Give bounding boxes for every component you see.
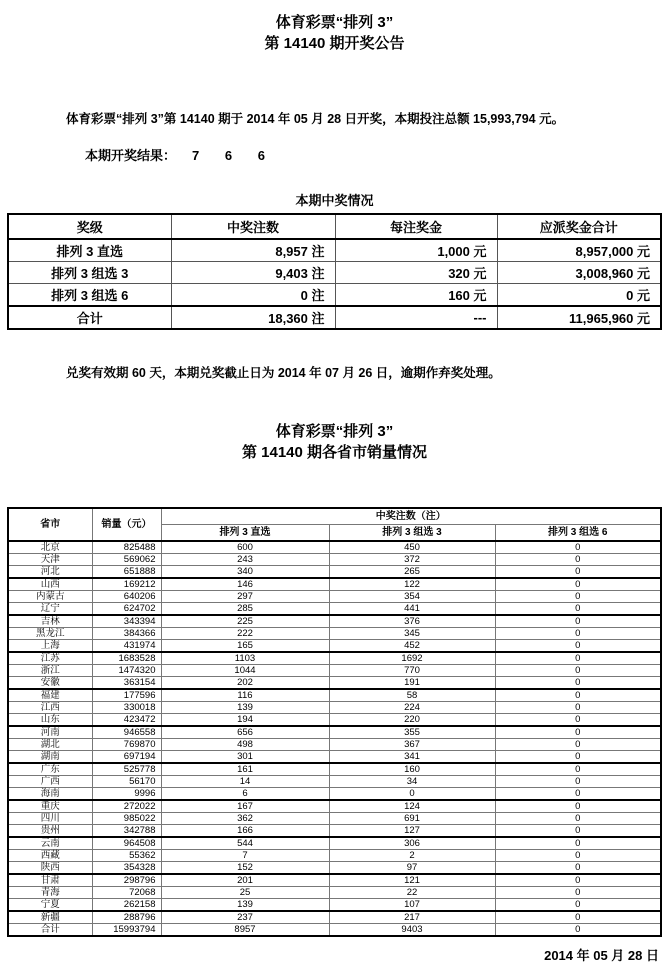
zuxuan3-count-cell: 122	[329, 578, 495, 591]
prize-per-bet-cell: 320 元	[335, 262, 497, 284]
zuxuan3-count-cell: 355	[329, 726, 495, 739]
sales-amount-cell: 640206	[92, 591, 161, 603]
zhixuan-count-cell: 139	[161, 899, 329, 912]
prize-level-cell: 排列 3 直选	[8, 239, 171, 262]
sales-amount-cell: 342788	[92, 825, 161, 838]
zuxuan6-count-cell: 0	[495, 615, 661, 628]
prize-level-cell: 排列 3 组选 3	[8, 262, 171, 284]
prize-bets-cell: 9,403 注	[171, 262, 335, 284]
prize-table	[7, 213, 662, 330]
zuxuan6-count-cell: 0	[495, 578, 661, 591]
zuxuan6-count-cell: 0	[495, 763, 661, 776]
sales-amount-cell: 354328	[92, 862, 161, 875]
sales-table-row	[8, 776, 661, 788]
zuxuan3-count-cell: 1692	[329, 652, 495, 665]
zhixuan-count-cell: 139	[161, 702, 329, 714]
sales-amount-cell: 525778	[92, 763, 161, 776]
draw-result-label: 本期开奖结果：	[85, 148, 177, 163]
zuxuan6-count-cell: 0	[495, 541, 661, 554]
zhixuan-count-cell: 161	[161, 763, 329, 776]
province-cell: 北京	[8, 541, 92, 554]
sales-title-line1: 体育彩票“排列 3”	[275, 423, 394, 440]
prize-bets-cell: 0 注	[171, 284, 335, 307]
prize-per-bet-cell: 1,000 元	[335, 239, 497, 262]
sales-amount-cell: 298796	[92, 874, 161, 887]
zhixuan-count-cell: 194	[161, 714, 329, 727]
sales-amount-cell: 330018	[92, 702, 161, 714]
sales-table-row	[8, 714, 661, 727]
prize-table-row	[8, 284, 661, 307]
zuxuan3-count-cell: 58	[329, 689, 495, 702]
sales-table-row	[8, 763, 661, 776]
zhixuan-count-cell: 243	[161, 554, 329, 566]
zuxuan3-count-cell: 376	[329, 615, 495, 628]
sales-amount-cell: 9996	[92, 788, 161, 801]
sales-table-row	[8, 640, 661, 653]
zuxuan3-count-cell: 224	[329, 702, 495, 714]
province-cell: 浙江	[8, 665, 92, 677]
sales-col-sales: 销量（元）	[92, 508, 161, 541]
sales-table-row	[8, 702, 661, 714]
province-cell: 贵州	[8, 825, 92, 838]
zuxuan3-count-cell: 770	[329, 665, 495, 677]
zuxuan3-count-cell: 2	[329, 850, 495, 862]
province-cell: 青海	[8, 887, 92, 899]
sales-amount-cell: 651888	[92, 566, 161, 579]
zuxuan3-count-cell: 121	[329, 874, 495, 887]
zuxuan6-count-cell: 0	[495, 825, 661, 838]
province-cell: 吉林	[8, 615, 92, 628]
zuxuan6-count-cell: 0	[495, 603, 661, 616]
sales-col-province: 省市	[8, 508, 92, 541]
zuxuan6-count-cell: 0	[495, 924, 661, 937]
sales-amount-cell: 964508	[92, 837, 161, 850]
province-cell: 安徽	[8, 677, 92, 690]
province-cell: 内蒙古	[8, 591, 92, 603]
sales-amount-cell: 288796	[92, 911, 161, 924]
zuxuan6-count-cell: 0	[495, 887, 661, 899]
province-cell: 甘肃	[8, 874, 92, 887]
zuxuan3-count-cell: 367	[329, 739, 495, 751]
sales-amount-cell: 423472	[92, 714, 161, 727]
sales-amount-cell: 769870	[92, 739, 161, 751]
zuxuan6-count-cell: 0	[495, 813, 661, 825]
zuxuan6-count-cell: 0	[495, 677, 661, 690]
zuxuan3-count-cell: 450	[329, 541, 495, 554]
zuxuan3-count-cell: 160	[329, 763, 495, 776]
province-cell: 山东	[8, 714, 92, 727]
prize-table-row	[8, 239, 661, 262]
sales-table-row	[8, 603, 661, 616]
zuxuan6-count-cell: 0	[495, 862, 661, 875]
prize-level-cell: 合计	[8, 306, 171, 329]
province-cell: 天津	[8, 554, 92, 566]
sales-section-title	[0, 421, 669, 463]
sales-table-row	[8, 591, 661, 603]
zhixuan-count-cell: 297	[161, 591, 329, 603]
sales-table-row	[8, 726, 661, 739]
sales-table-row	[8, 800, 661, 813]
zuxuan6-count-cell: 0	[495, 837, 661, 850]
zuxuan6-count-cell: 0	[495, 554, 661, 566]
zuxuan3-count-cell: 34	[329, 776, 495, 788]
zuxuan6-count-cell: 0	[495, 874, 661, 887]
zhixuan-count-cell: 301	[161, 751, 329, 764]
draw-summary-text: 体育彩票“排列 3”第 14140 期于 2014 年 05 月 28 日开奖，本期投注总额 15,993,794 元。	[66, 112, 565, 126]
sales-subcol-zuxuan6: 排列 3 组选 6	[495, 525, 661, 542]
prize-total-cell: 11,965,960 元	[497, 306, 661, 329]
sales-amount-cell: 15993794	[92, 924, 161, 937]
sales-table-row	[8, 924, 661, 937]
sales-table-row	[8, 739, 661, 751]
sales-table-row	[8, 751, 661, 764]
zhixuan-count-cell: 167	[161, 800, 329, 813]
province-cell: 宁夏	[8, 899, 92, 912]
sales-amount-cell: 697194	[92, 751, 161, 764]
province-cell: 福建	[8, 689, 92, 702]
sales-amount-cell: 985022	[92, 813, 161, 825]
zuxuan6-count-cell: 0	[495, 591, 661, 603]
zhixuan-count-cell: 152	[161, 862, 329, 875]
zuxuan6-count-cell: 0	[495, 628, 661, 640]
zuxuan6-count-cell: 0	[495, 899, 661, 912]
province-cell: 河北	[8, 566, 92, 579]
zuxuan6-count-cell: 0	[495, 566, 661, 579]
province-cell: 海南	[8, 788, 92, 801]
province-cell: 湖北	[8, 739, 92, 751]
zhixuan-count-cell: 285	[161, 603, 329, 616]
province-cell: 四川	[8, 813, 92, 825]
sales-table-row	[8, 652, 661, 665]
province-cell: 云南	[8, 837, 92, 850]
zuxuan3-count-cell: 441	[329, 603, 495, 616]
sales-amount-cell: 262158	[92, 899, 161, 912]
zhixuan-count-cell: 166	[161, 825, 329, 838]
sales-subcol-zuxuan3: 排列 3 组选 3	[329, 525, 495, 542]
zuxuan3-count-cell: 124	[329, 800, 495, 813]
zuxuan6-count-cell: 0	[495, 702, 661, 714]
province-cell: 河南	[8, 726, 92, 739]
zhixuan-count-cell: 8957	[161, 924, 329, 937]
sales-col-winning-group: 中奖注数（注）	[161, 508, 661, 525]
province-cell: 湖南	[8, 751, 92, 764]
sales-amount-cell: 946558	[92, 726, 161, 739]
zuxuan6-count-cell: 0	[495, 751, 661, 764]
zuxuan6-count-cell: 0	[495, 800, 661, 813]
zhixuan-count-cell: 656	[161, 726, 329, 739]
sales-table-row	[8, 628, 661, 640]
zhixuan-count-cell: 116	[161, 689, 329, 702]
sales-amount-cell: 55362	[92, 850, 161, 862]
sales-table-row	[8, 837, 661, 850]
zuxuan6-count-cell: 0	[495, 726, 661, 739]
prize-table-row	[8, 306, 661, 329]
zuxuan3-count-cell: 9403	[329, 924, 495, 937]
zuxuan3-count-cell: 22	[329, 887, 495, 899]
zuxuan6-count-cell: 0	[495, 850, 661, 862]
sales-table-row	[8, 788, 661, 801]
sales-amount-cell: 1683528	[92, 652, 161, 665]
sales-table-row	[8, 689, 661, 702]
draw-result-line	[85, 145, 669, 164]
zuxuan3-count-cell: 265	[329, 566, 495, 579]
prize-col-level: 奖级	[8, 214, 171, 239]
sales-table-row	[8, 813, 661, 825]
prize-per-bet-cell: 160 元	[335, 284, 497, 307]
sales-table-row	[8, 911, 661, 924]
zhixuan-count-cell: 362	[161, 813, 329, 825]
zuxuan3-count-cell: 306	[329, 837, 495, 850]
zhixuan-count-cell: 165	[161, 640, 329, 653]
sales-amount-cell: 825488	[92, 541, 161, 554]
zhixuan-count-cell: 544	[161, 837, 329, 850]
sales-amount-cell: 569062	[92, 554, 161, 566]
province-cell: 江西	[8, 702, 92, 714]
zhixuan-count-cell: 25	[161, 887, 329, 899]
sales-table-row	[8, 825, 661, 838]
sales-amount-cell: 56170	[92, 776, 161, 788]
prize-table-row	[8, 262, 661, 284]
zuxuan3-count-cell: 0	[329, 788, 495, 801]
zhixuan-count-cell: 146	[161, 578, 329, 591]
province-cell: 西藏	[8, 850, 92, 862]
sales-table-row	[8, 677, 661, 690]
zuxuan6-count-cell: 0	[495, 714, 661, 727]
zuxuan6-count-cell: 0	[495, 689, 661, 702]
sales-header-row-1	[8, 508, 661, 525]
zhixuan-count-cell: 225	[161, 615, 329, 628]
zuxuan6-count-cell: 0	[495, 788, 661, 801]
winning-numbers: 7 6 6	[192, 148, 276, 163]
sales-table-row	[8, 850, 661, 862]
prize-per-bet-cell: ---	[335, 306, 497, 329]
zuxuan6-count-cell: 0	[495, 665, 661, 677]
zhixuan-count-cell: 7	[161, 850, 329, 862]
zuxuan3-count-cell: 97	[329, 862, 495, 875]
province-cell: 广东	[8, 763, 92, 776]
sales-title-line2: 第 14140 期各省市销量情况	[241, 444, 428, 461]
province-cell: 合计	[8, 924, 92, 937]
zhixuan-count-cell: 222	[161, 628, 329, 640]
province-cell: 重庆	[8, 800, 92, 813]
page-title	[0, 0, 669, 54]
prize-table-header-row	[8, 214, 661, 239]
sales-amount-cell: 384366	[92, 628, 161, 640]
prize-table-title: 本期中奖情况	[295, 193, 374, 208]
prize-col-per-bet: 每注奖金	[335, 214, 497, 239]
redemption-notice-text: 兑奖有效期 60 天，本期兑奖截止日为 2014 年 07 月 26 日，逾期作弃奖处理。	[66, 366, 501, 380]
sales-amount-cell: 72068	[92, 887, 161, 899]
zuxuan3-count-cell: 107	[329, 899, 495, 912]
zuxuan3-count-cell: 191	[329, 677, 495, 690]
zhixuan-count-cell: 201	[161, 874, 329, 887]
sales-amount-cell: 624702	[92, 603, 161, 616]
prize-total-cell: 8,957,000 元	[497, 239, 661, 262]
zuxuan6-count-cell: 0	[495, 911, 661, 924]
province-cell: 山西	[8, 578, 92, 591]
page-title-line1: 体育彩票“排列 3”	[275, 14, 394, 31]
zhixuan-count-cell: 1103	[161, 652, 329, 665]
sales-table-row	[8, 578, 661, 591]
zhixuan-count-cell: 237	[161, 911, 329, 924]
province-cell: 广西	[8, 776, 92, 788]
zhixuan-count-cell: 1044	[161, 665, 329, 677]
province-cell: 新疆	[8, 911, 92, 924]
zuxuan3-count-cell: 127	[329, 825, 495, 838]
sales-subcol-zhixuan: 排列 3 直选	[161, 525, 329, 542]
sales-table-row	[8, 899, 661, 912]
zuxuan6-count-cell: 0	[495, 739, 661, 751]
province-cell: 黑龙江	[8, 628, 92, 640]
sales-table-row	[8, 566, 661, 579]
zhixuan-count-cell: 6	[161, 788, 329, 801]
prize-bets-cell: 8,957 注	[171, 239, 335, 262]
sales-table-row	[8, 554, 661, 566]
sales-table-row	[8, 874, 661, 887]
prize-col-total: 应派奖金合计	[497, 214, 661, 239]
sales-amount-cell: 272022	[92, 800, 161, 813]
sales-amount-cell: 169212	[92, 578, 161, 591]
zuxuan3-count-cell: 691	[329, 813, 495, 825]
page-title-line2: 第 14140 期开奖公告	[264, 35, 405, 52]
province-cell: 辽宁	[8, 603, 92, 616]
provincial-sales-table	[7, 507, 662, 937]
sales-amount-cell: 343394	[92, 615, 161, 628]
prize-total-cell: 0 元	[497, 284, 661, 307]
sales-table-row	[8, 862, 661, 875]
prize-level-cell: 排列 3 组选 6	[8, 284, 171, 307]
province-cell: 上海	[8, 640, 92, 653]
zuxuan3-count-cell: 345	[329, 628, 495, 640]
sales-amount-cell: 177596	[92, 689, 161, 702]
prize-total-cell: 3,008,960 元	[497, 262, 661, 284]
sales-amount-cell: 363154	[92, 677, 161, 690]
prize-col-bets: 中奖注数	[171, 214, 335, 239]
zuxuan3-count-cell: 217	[329, 911, 495, 924]
zuxuan6-count-cell: 0	[495, 652, 661, 665]
zhixuan-count-cell: 14	[161, 776, 329, 788]
zuxuan3-count-cell: 341	[329, 751, 495, 764]
zuxuan3-count-cell: 354	[329, 591, 495, 603]
sales-amount-cell: 431974	[92, 640, 161, 653]
province-cell: 陕西	[8, 862, 92, 875]
zuxuan6-count-cell: 0	[495, 640, 661, 653]
zuxuan3-count-cell: 220	[329, 714, 495, 727]
zhixuan-count-cell: 600	[161, 541, 329, 554]
sales-table-row	[8, 615, 661, 628]
zuxuan3-count-cell: 372	[329, 554, 495, 566]
sales-table-row	[8, 541, 661, 554]
province-cell: 江苏	[8, 652, 92, 665]
prize-bets-cell: 18,360 注	[171, 306, 335, 329]
sales-table-row	[8, 665, 661, 677]
zhixuan-count-cell: 340	[161, 566, 329, 579]
zuxuan6-count-cell: 0	[495, 776, 661, 788]
zuxuan3-count-cell: 452	[329, 640, 495, 653]
sales-amount-cell: 1474320	[92, 665, 161, 677]
sales-table-row	[8, 887, 661, 899]
zhixuan-count-cell: 202	[161, 677, 329, 690]
document-date: 2014 年 05 月 28 日	[544, 948, 659, 963]
zhixuan-count-cell: 498	[161, 739, 329, 751]
